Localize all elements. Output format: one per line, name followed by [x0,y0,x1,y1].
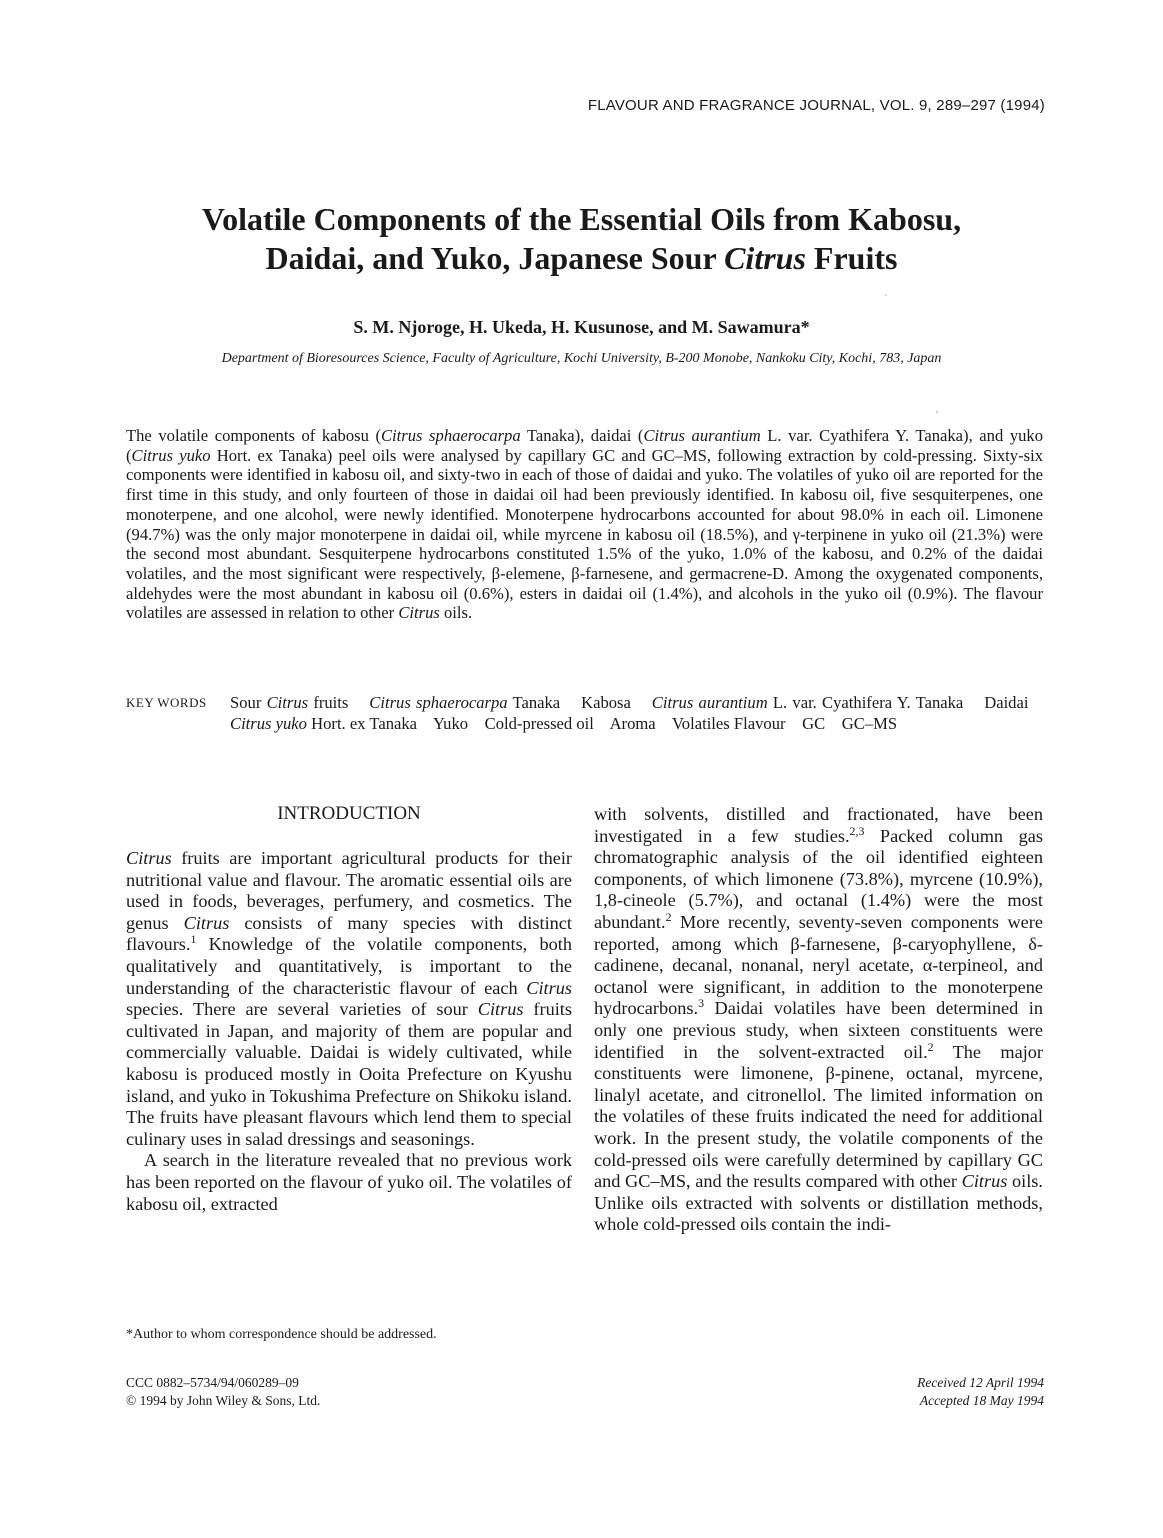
affiliation: Department of Bioresources Science, Faculty of Agriculture, Kochi University, B-200 Monobe, Nankoku City, Kochi, 783, Japan [221,351,942,366]
received-date: Received 12 April 1994 [917,1375,1044,1390]
title-line-2c: Fruits [805,240,898,276]
italic-term: Citrus [126,848,172,868]
dates-block [917,1374,1044,1410]
abstract [126,426,1043,623]
keyword: Daidai [984,693,1029,712]
article-title [100,200,1063,278]
correspondence-footnote: *Author to whom correspondence should be addressed. [126,1327,437,1342]
body-text: consists of many species with distinct flavours. [126,912,572,955]
abstract-italic: Citrus aurantium [643,426,761,445]
ccc-code: CCC 0882–5734/94/060289–09 [126,1375,299,1390]
abstract-italic: Citrus sphaerocarpa [380,426,521,445]
body-text: oils. Unlike oils extracted with solvents or distillation methods, whole cold-pressed oils contain the indi- [594,1171,1043,1235]
body-text: The major constituents were limonene, β-pinene, octanal, myrcene, linalyl acetate, and citronellol. The limited information on the volatiles of these fruits indicated the need for additional work. In the present study, the volatile components of the cold-pressed oils were carefully determined by capillary GC and GC–MS, and the results compared with other [594,1041,1043,1192]
italic-term: Citrus [477,999,524,1020]
abstract-text: oils. [439,603,473,623]
abstract-italic: Citrus [398,603,440,623]
keyword: Kabosa [581,693,631,712]
reference-superscript: 2,3 [849,823,865,838]
body-text: fruits cultivated in Japan, and majority of them are popular and commercially valuable. Daidai is widely cultivated, while kabosu is produced mostly in Ooita Prefecture on Kyushu island, and yuko in Tokushima Prefecture on Shikoku island. The fruits have pleasant flavours which lend them to special culinary uses in salad dressings and seasonings. [126,999,572,1149]
intro-paragraph-1 [126,848,572,1150]
reference-superscript: 2 [927,1039,934,1054]
body-text: More recently, seventy-seven components were reported, among which β-farnesene, β-caryophyllene, δ-cadinene, decanal, nonanal, neryl acetate, α-terpineol, and octanol were significant, in addition to the monoterpene hydrocarbons. [594,911,1043,1019]
keyword: Tanaka [507,693,561,712]
copyright-block [126,1374,320,1410]
italic-term: Citrus [526,977,572,998]
abstract-text: Hort. ex Tanaka) peel oils were analysed by capillary GC and GC–MS, following extraction by cold-pressing. Sixty-six components were identified in kabosu oil, and sixty-two in each of those of daidai and yuko. The volatiles of yuko oil are reported for the first time in this study, and only fourteen of those in daidai oil had been previously identified. In kabosu oil, five sesquiterpenes, one monoterpene, and one alcohol, were newly identified. Monoterpene hydrocarbons accounted for about 98.0% in each oil. Limonene (94.7%) was the only major monoterpene in daidai oil, while myrcene in kabosu oil (18.5%), and γ-terpinene in yuko oil (21.3%) were the second most abundant. Sesquiterpene hydrocarbons constituted 1.5% of the yuko, 1.0% of the kabosu, and 0.2% of the daidai volatiles, and the most significant were respectively, β-elemene, β-farnesene, and germacrene-D. Among the oxygenated components, aldehydes were the most abundant in kabosu oil (0.6%), esters in daidai oil (1.4%), and alcohols in the yuko oil (0.9%). The flavour volatiles are assessed in relation to other [126,445,1043,623]
speck-2 [936,411,938,413]
reference-superscript: 1 [190,932,197,947]
keyword-italic: Citrus yuko [230,713,307,733]
body-text: fruits are important agricultural products for their nutritional value and flavour. The aromatic essential oils are used in foods, beverages, perfumery, and cosmetics. The genus [126,848,572,933]
keyword-italic: Citrus sphaerocarpa [369,693,508,712]
italic-term: Citrus [183,912,230,933]
keyword-italic: Citrus [266,693,309,712]
abstract-italic: Citrus yuko [131,445,211,465]
keywords-label: KEY WORDS [126,695,207,710]
body-text: with solvents, distilled and fractionated, have been investigated in a few studies. [594,804,1043,846]
keyword: L. var. Cyathifera Y. Tanaka [767,693,964,712]
keywords-list [230,693,1043,734]
title-line-2a: Daidai, and Yuko, Japanese Sour [265,240,725,276]
journal-header: FLAVOUR AND FRAGRANCE JOURNAL, VOL. 9, 289–297 (1994) [587,97,1045,114]
body-text: species. There are several varieties of sour [126,999,478,1020]
speck [885,294,887,296]
reference-superscript: 2 [665,909,672,924]
keyword: Flavour [733,713,786,733]
italic-term: Citrus [961,1171,1008,1192]
right-column [594,804,1043,1236]
keyword: GC–MS [841,713,898,733]
copyright-notice: © 1994 by John Wiley & Sons, Ltd. [126,1393,321,1408]
section-heading-introduction: INTRODUCTION [277,803,421,824]
keyword-italic: Citrus aurantium [651,693,768,712]
accepted-date: Accepted 18 May 1994 [919,1393,1044,1408]
abstract-text: The volatile components of kabosu ( [126,426,381,445]
body-text: Knowledge of the volatile components, both qualitatively and quantitatively, is important to the understanding of the characteristic flavour of each [126,934,572,998]
reference-superscript: 3 [698,996,705,1011]
title-line-2-italic: Citrus [724,240,806,276]
body-text: Daidai volatiles have been determined in only one previous study, when sixteen constituents were identified in the solvent-extracted oil. [594,998,1043,1062]
intro-paragraph-2-continued [594,804,1043,1236]
keyword: Sour [230,693,267,712]
authors: S. M. Njoroge, H. Ukeda, H. Kusunose, and M. Sawamura* [353,317,810,337]
keyword: fruits [308,693,349,712]
keyword: Hort. ex Tanaka [306,713,418,733]
keyword: Volatiles [671,713,730,733]
abstract-text: L. var. Cyathifera Y. Tanaka), and yuko ( [126,426,1044,465]
left-column [126,848,572,1215]
title-line-1: Volatile Components of the Essential Oils from Kabosu, [201,201,962,237]
keyword: Yuko [433,713,469,733]
keyword: Aroma [609,713,656,733]
keyword: Cold-pressed oil [484,713,594,733]
intro-paragraph-2: A search in the literature revealed that no previous work has been reported on the flavour of yuko oil. The volatiles of kabosu oil, extracted [126,1150,572,1214]
keyword: GC [802,713,826,733]
abstract-text: Tanaka), daidai ( [520,426,644,445]
body-text: Packed column gas chromatographic analysis of the oil identified eighteen components, of which limonene (73.8%), myrcene (10.9%), 1,8-cineole (5.7%), and octanal (1.4%) were the most abundant. [594,825,1043,932]
